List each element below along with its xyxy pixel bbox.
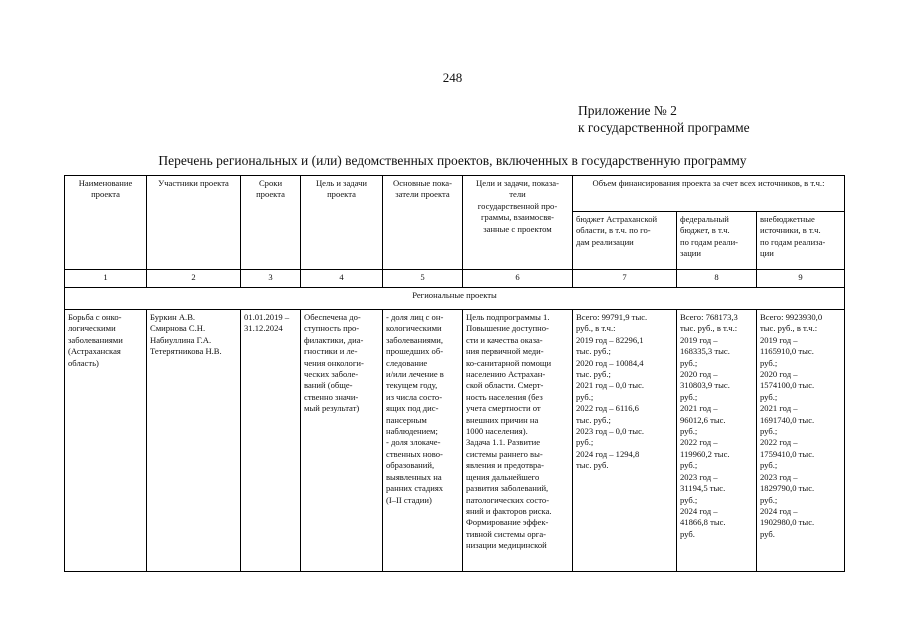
period-cell: 01.01.2019 – 31.12.2024 — [241, 310, 301, 572]
federal-budget-cell: Всего: 768173,3 тыс. руб., в т.ч.: 2019 год – 168335,3 тыс. руб.; 2020 год – 310803,9 тыс. руб.; 2021 год – 96012,6 тыс. руб.; 2022 год – 119960,2 тыс. руб.; 2023 год – 31194,5 тыс. руб.; 2024 год – 41866,8 тыс. руб. — [677, 310, 757, 572]
header-regional-budget: бюджет Астраханской области, в т.ч. по го- дам реализации — [573, 212, 677, 270]
column-number: 6 — [463, 270, 573, 288]
column-number-row — [65, 270, 845, 288]
column-number: 3 — [241, 270, 301, 288]
header-indicators: Основные пока- затели проекта — [383, 176, 463, 270]
column-number: 8 — [677, 270, 757, 288]
regional-budget-cell: Всего: 99791,9 тыс. руб., в т.ч.: 2019 год – 82296,1 тыс. руб.; 2020 год – 10084,4 тыс. руб.; 2021 год – 0,0 тыс. руб.; 2022 год – 6116,6 тыс. руб.; 2023 год – 0,0 тыс. руб.; 2024 год – 1294,8 тыс. руб. — [573, 310, 677, 572]
header-period: Сроки проекта — [241, 176, 301, 270]
indicators-cell: - доля лиц с он- кологическими заболеваниями, прошедших об- следование и/или лечение в текущем году, из числа состо- ящих под дис- пансерным наблюдением; - доля злокаче- ственных ново- образований, выявленных на ранних стадиях (I–II стадии) — [383, 310, 463, 572]
header-financing-group: Объем финансирования проекта за счет всех источников, в т.ч.: — [573, 176, 845, 212]
project-name-cell: Борьба с онко- логическими заболеваниями (Астраханская область) — [65, 310, 147, 572]
header-program-goals: Цели и задачи, показа- тели государственной про- граммы, взаимосвя- занные с проектом — [463, 176, 573, 270]
header-participants: Участники проекта — [147, 176, 241, 270]
header-federal-budget: федеральный бюджет, в т.ч. по годам реали- зации — [677, 212, 757, 270]
extrabudgetary-cell: Всего: 9923930,0 тыс. руб., в т.ч.: 2019 год – 1165910,0 тыс. руб.; 2020 год – 1574100,0 тыс. руб.; 2021 год – 1691740,0 тыс. руб.; 2022 год – 1759410,0 тыс. руб.; 2023 год – 1829790,0 тыс. руб.; 2024 год – 1902980,0 тыс. руб. — [757, 310, 845, 572]
appendix-line-1: Приложение № 2 — [578, 103, 677, 118]
column-number: 5 — [383, 270, 463, 288]
document-title: Перечень региональных и (или) ведомственных проектов, включенных в государственную программу — [158, 153, 747, 168]
column-number: 7 — [573, 270, 677, 288]
column-number: 2 — [147, 270, 241, 288]
page-number: 248 — [442, 70, 463, 85]
appendix-line-2: к государственной программе — [578, 120, 750, 135]
header-row-1 — [65, 176, 845, 212]
header-extrabudgetary: внебюджетные источники, в т.ч. по годам реализа- ции — [757, 212, 845, 270]
column-number: 4 — [301, 270, 383, 288]
section-title: Региональные проекты — [65, 288, 845, 310]
column-number: 9 — [757, 270, 845, 288]
projects-table — [64, 175, 845, 572]
section-row — [65, 288, 845, 310]
column-number: 1 — [65, 270, 147, 288]
goal-cell: Обеспечена до- ступность про- филактики, диа- гностики и ле- чения онкологи- ческих заболе- ваний (обще- ственно значи- мый результат) — [301, 310, 383, 572]
appendix-heading — [578, 102, 750, 136]
table-row — [65, 310, 845, 572]
participants-cell: Буркин А.В. Смирнова С.Н. Набиуллина Г.А. Тетерятникова Н.В. — [147, 310, 241, 572]
header-project-name: Наименование проекта — [65, 176, 147, 270]
header-goal: Цель и задачи проекта — [301, 176, 383, 270]
program-goals-cell: Цель подпрограммы 1. Повышение доступно- сти и качества оказа- ния первичной меди- ко-санитарной помощи населению Астрахан- ской области. Смерт- ность населения (без учета смертности от внешних причин на 1000 населения). Задача 1.1. Развитие системы раннего вы- явления и предотвра- щения дальнейшего развития заболеваний, патологических состо- яний и факторов риска. Формирование эффек- тивной системы орга- низации медицинской — [463, 310, 573, 572]
